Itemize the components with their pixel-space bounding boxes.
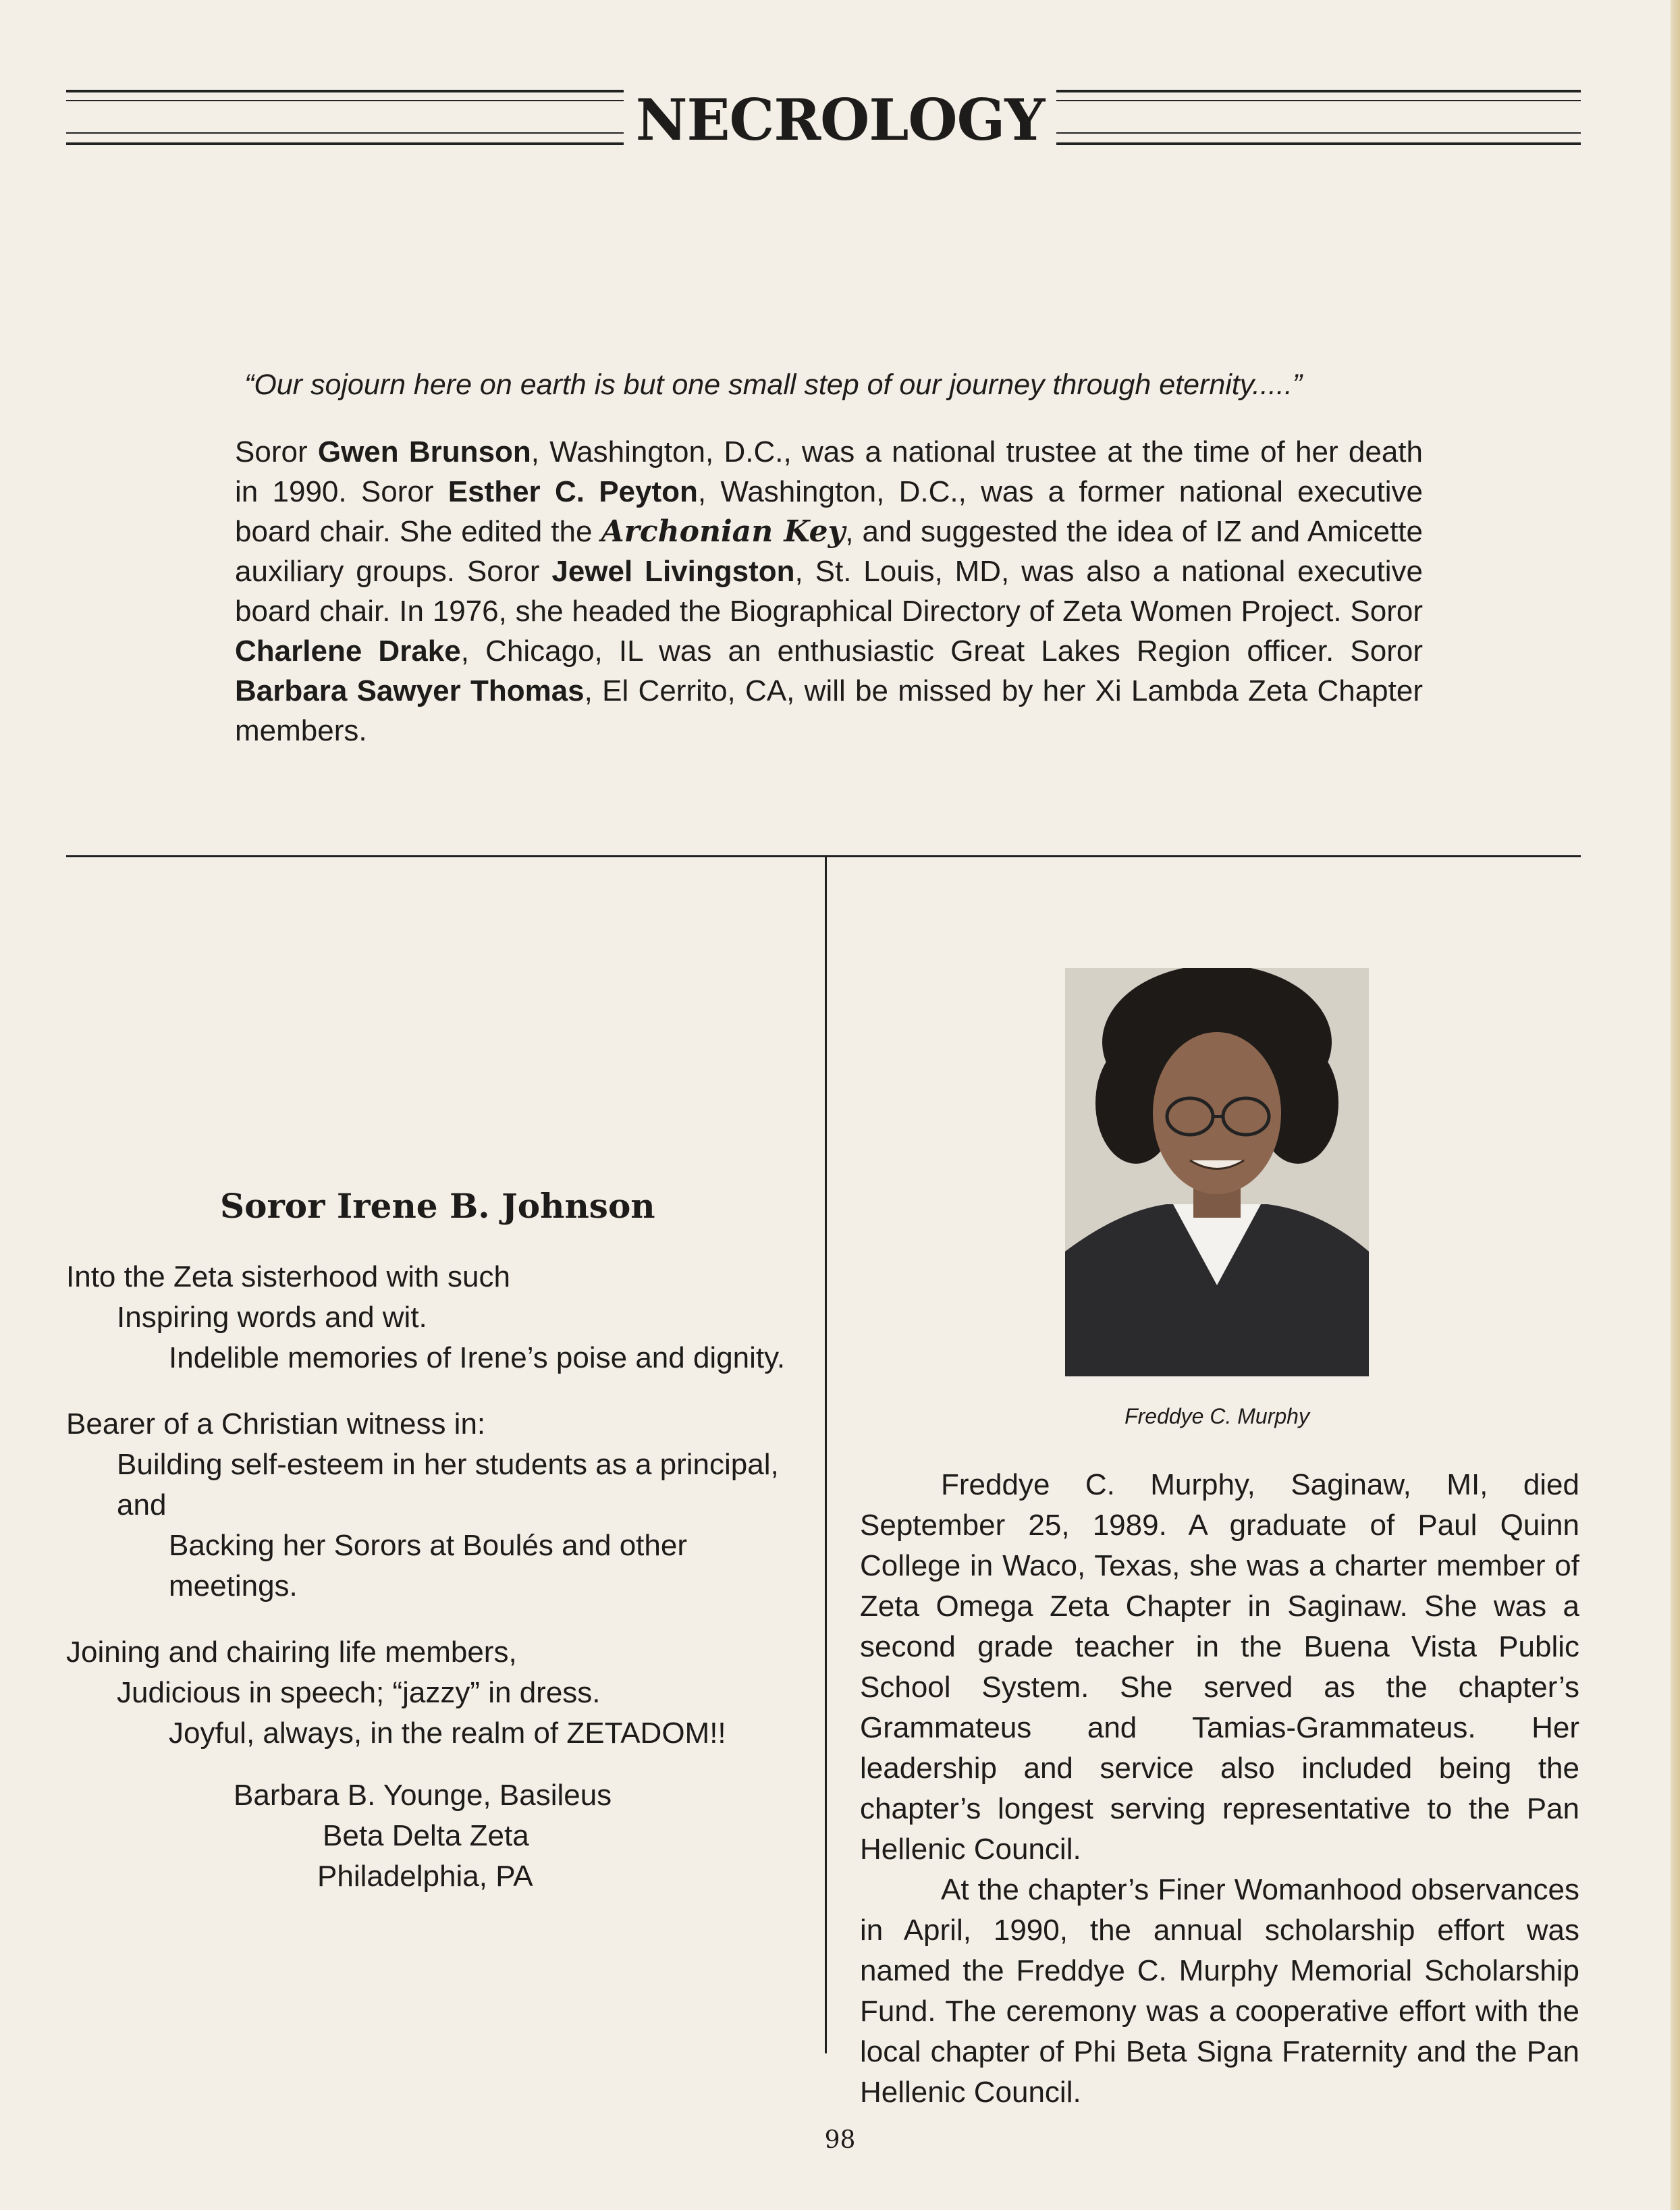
poem: [66, 1257, 809, 1754]
name-gwen-brunson: Gwen Brunson: [317, 435, 531, 468]
epigraph-quote: “Our sojourn here on earth is but one small step of our journey through eternity.....”: [244, 369, 1303, 401]
intro-paragraph: Soror Gwen Brunson, Washington, D.C., was a national trustee at the time of her death in 1990. Soror Esther C. Peyton, Washington, D.C., was a former national executive board chair. She edited the Archonian Key, and suggested the idea of IZ and Amicette auxiliary groups. Soror Jewel Livingston, St. Louis, MD, was also a national executive board chair. In 1976, she headed the Biographical Directory of Zeta Women Project. Soror Charlene Drake, Chicago, IL was an enthusiastic Great Lakes Region officer. Soror Barbara Sawyer Thomas, El Cerrito, CA, will be missed by her Xi Lambda Zeta Chapter members.: [235, 435, 1424, 747]
bio-paragraph: At the chapter’s Finer Womanhood observances in April, 1990, the annual scholarship effort was named the Freddye C. Murphy Memorial Scholarship Fund. The ceremony was a cooperative effort with the local chapter of Phi Beta Signa Fraternity and the Pan Hellenic Council.: [860, 1873, 1579, 2109]
name-esther-peyton: Esther C. Peyton: [448, 475, 698, 508]
signature-name: Barbara B. Younge, Basileus: [234, 1779, 612, 1812]
portrait-photo: [1065, 968, 1369, 1376]
signature-chapter: Beta Delta Zeta: [323, 1819, 529, 1852]
page-title: NECROLOGY: [0, 86, 1680, 154]
column-divider: [825, 855, 827, 2053]
signature-city: Philadelphia, PA: [317, 1860, 533, 1893]
poem-title: Soror Irene B. Johnson: [220, 1186, 655, 1226]
poem-line: Inspiring words and wit.: [117, 1301, 427, 1334]
poem-line: and: [117, 1488, 167, 1521]
poem-line: Judicious in speech; “jazzy” in dress.: [117, 1676, 601, 1709]
name-barbara-sawyer-thomas: Barbara Sawyer Thomas: [235, 674, 585, 707]
poem-line: meetings.: [169, 1569, 298, 1602]
name-jewel-livingston: Jewel Livingston: [551, 555, 795, 588]
bio-article: [860, 1465, 1579, 2113]
page-edge: [1671, 0, 1680, 2210]
portrait-illustration: [1065, 968, 1369, 1376]
photo-caption: Freddye C. Murphy: [1124, 1404, 1309, 1428]
poem-line: Joyful, always, in the realm of ZETADOM!!: [169, 1717, 726, 1750]
publication-title: Archonian Key: [601, 514, 846, 549]
poem-line: Into the Zeta sisterhood with such: [66, 1260, 510, 1293]
poem-line: Joining and chairing life members,: [66, 1636, 517, 1669]
page-number: 98: [824, 2126, 856, 2154]
poem-line: Building self-esteem in her students as a principal,: [117, 1448, 779, 1481]
poem-line: Indelible memories of Irene’s poise and dignity.: [169, 1341, 786, 1374]
bio-paragraph: Freddye C. Murphy, Saginaw, MI, died September 25, 1989. A graduate of Paul Quinn College in Waco, Texas, she was a charter member of Zeta Omega Zeta Chapter in Saginaw. She was a second grade teacher in the Buena Vista Public School System. She served as the chapter’s Grammateus and Tamias-Grammateus. Her leadership and service also included being the chapter’s longest serving representative to the Pan Hellenic Council.: [860, 1468, 1579, 1866]
name-charlene-drake: Charlene Drake: [235, 635, 461, 668]
section-divider: [66, 855, 1581, 857]
poem-line: Bearer of a Christian witness in:: [66, 1407, 486, 1440]
poem-line: Backing her Sorors at Boulés and other: [169, 1529, 688, 1562]
